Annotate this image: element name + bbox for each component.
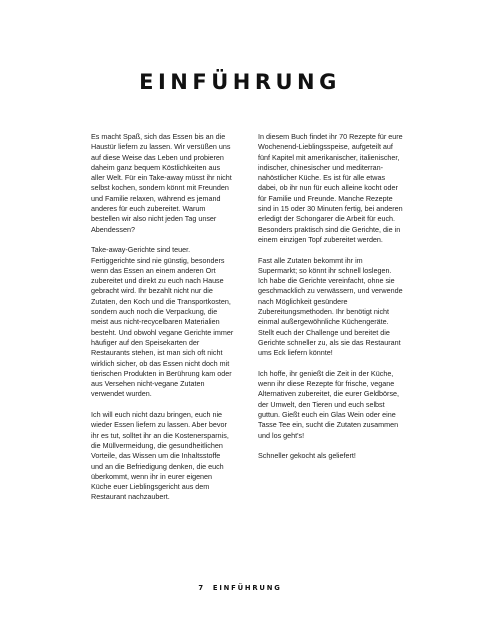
page-title: EINFÜHRUNG bbox=[139, 70, 341, 94]
right-text-column bbox=[258, 132, 403, 472]
running-title: EINFÜHRUNG bbox=[212, 584, 282, 592]
paragraph: Schneller gekocht als geliefert! bbox=[258, 451, 356, 461]
paragraph: Take-away-Gerichte sind teuer. Fertiggerichte sind nie günstig, besonders wenn das Essen an einem anderen Ort zubereitet und direkt zu euch nach Hause gebracht wird. Ihr bezahlt nicht nur die Zutaten, den Koch und die Transportkosten, sondern auch noch die Verpackung, die meist aus nicht-recycelbaren Materialien besteht. Und obwohl vegane Gerichte immer häufiger auf den Speisekarten der Restaurants stehen, ist man sich oft nicht wirklich sicher, ob das Essen nicht doch mit tierischen Produkten in Berührung kam oder aus Versehen nicht-vegane Zutaten verwendet wurden. bbox=[91, 245, 234, 399]
paragraph: Ich will euch nicht dazu bringen, euch nie wieder Essen liefern zu lassen. Aber bevor ihr es tut, solltet ihr an die Kostenersparnis, die Müllvermeidung, die gesundheitlichen Vorteile, das Wissen um die Inhaltsstoffe und an die Befriedigung denken, die euch überkommt, wenn ihr in eurer eigenen Küche euer Lieblingsgericht aus dem Restaurant nachzaubert. bbox=[91, 410, 229, 502]
page-number: 7 bbox=[198, 584, 205, 592]
paragraph: Es macht Spaß, sich das Essen bis an die Haustür liefern zu lassen. Wir versüßen uns auf diese Weise das Leben und probieren daheim ganz bequem Köstlichkeiten aus aller Welt. Für ein Take-away müsst ihr nicht selbst kochen, sondern könnt mit Freunden und Familie relaxen, während es jemand anderes für euch zubereitet. Warum bestellen wir also nicht jeden Tag unser Abendessen? bbox=[91, 132, 232, 234]
page-footer bbox=[0, 584, 480, 592]
paragraph: Fast alle Zutaten bekommt ihr im Supermarkt; so könnt ihr schnell loslegen. Ich habe die Gerichte vereinfacht, ohne sie geschmacklich zu verwässern, und verwende nach Möglichkeit gesündere Zubereitungsmethoden. Ihr benötigt nicht einmal außergewöhnliche Küchengeräte. Stellt euch der Challenge und bereitet die Gerichte schneller zu, als sie das Restaurant ums Eck liefern könnte! bbox=[258, 255, 403, 358]
paragraph: In diesem Buch findet ihr 70 Rezepte für eure Wochenend-Lieblingsspeise, aufgeteilt auf fünf Kapitel mit amerikanischer, italienischer, indischer, chinesischer und mediterran-nahöstlicher Küche. Es ist für alle etwas dabei, ob ihr nun für euch alleine kocht oder für Familie und Freunde. Manche Rezepte sind in 15 oder 30 Minuten fertig, bei anderen erledigt der Schongarer die Arbeit für euch. Besonders praktisch sind die Gerichte, die in einem einzigen Topf zubereitet werden. bbox=[258, 132, 403, 244]
paragraph: Ich hoffe, ihr genießt die Zeit in der Küche, wenn ihr diese Rezepte für frische, vegane Alternativen zubereitet, die eurer Geldbörse, der Umwelt, den Tieren und euch selbst guttun. Gießt euch ein Glas Wein oder eine Tasse Tee ein, sucht die Zutaten zusammen und los geht's! bbox=[258, 368, 400, 440]
left-text-column bbox=[91, 132, 234, 513]
